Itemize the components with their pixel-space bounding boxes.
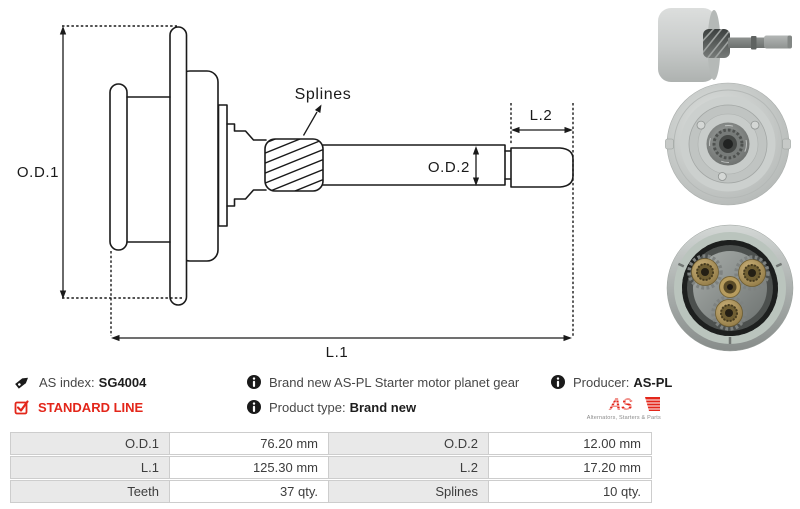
product-type-label: Product type:: [269, 399, 346, 415]
product-photos: [640, 0, 800, 365]
neck-top: [227, 124, 266, 140]
product-photo-planet-gears: [667, 225, 793, 351]
checked-checkbox-icon: [14, 399, 30, 415]
spec-value: 76.20 mm: [169, 432, 329, 455]
info-icon: [247, 375, 261, 389]
spec-value: 12.00 mm: [488, 432, 652, 455]
product-type-value: Brand new: [349, 399, 417, 415]
info-icon: [247, 400, 261, 414]
spec-value: 10 qty.: [488, 480, 652, 503]
brand-logo: [551, 395, 661, 421]
spec-label: O.D.2: [328, 432, 489, 455]
large-disc: [170, 27, 187, 305]
spec-label: O.D.1: [10, 432, 170, 455]
standard-line-label: STANDARD LINE: [38, 399, 144, 415]
producer-line: [551, 374, 673, 390]
spec-label: Teeth: [10, 480, 170, 503]
part-outline: [110, 27, 573, 305]
as-index-label: AS index:: [39, 374, 95, 390]
dimension-od2: [473, 146, 479, 186]
info-col-description: [247, 374, 547, 424]
description-line: [247, 374, 547, 390]
svg-text:AS: AS: [609, 395, 633, 414]
info-bar: [0, 374, 800, 430]
product-description: Brand new AS-PL Starter motor planet gear: [269, 374, 520, 390]
producer-value: AS-PL: [633, 374, 673, 390]
spline-hatching: [258, 116, 332, 226]
as-index-value: SG4004: [98, 374, 147, 390]
splines-label: Splines: [294, 86, 352, 103]
spec-value: 125.30 mm: [169, 456, 329, 479]
info-icon: [551, 375, 565, 389]
tag-icon: [14, 374, 31, 390]
spec-label: L.2: [328, 456, 489, 479]
spec-value: 17.20 mm: [488, 456, 652, 479]
product-photo-side-view: [658, 8, 792, 82]
housing-plate: [219, 105, 228, 226]
standard-line: [14, 399, 242, 415]
spec-value: 37 qty.: [169, 480, 329, 503]
info-col-producer: [551, 374, 673, 421]
left-ring: [110, 84, 127, 250]
producer-label: Producer:: [573, 374, 630, 390]
dimension-label-od2: O.D.2: [427, 159, 470, 176]
as-pl-logo-icon: [603, 395, 661, 414]
as-index-line: [14, 374, 242, 390]
spec-label: Splines: [328, 480, 489, 503]
spec-row: [10, 480, 654, 503]
spec-row: [10, 456, 654, 479]
splines-callout-arrow: [304, 105, 322, 136]
info-col-index: [14, 374, 242, 424]
dimension-l2: [511, 103, 573, 336]
spec-label: L.1: [10, 456, 170, 479]
spec-row: [10, 432, 654, 455]
product-photo-front-face: [666, 83, 791, 205]
pinion-shaft: [728, 38, 766, 49]
logo-tagline: Alternators, Starters & Parts: [586, 415, 661, 421]
neck-bottom: [227, 190, 266, 206]
shaft-end: [511, 148, 573, 187]
spec-table: [10, 432, 654, 505]
dimension-label-l2: L.2: [529, 107, 553, 124]
dimension-label-l1: L.1: [325, 344, 349, 361]
dimension-label-od1: O.D.1: [16, 164, 60, 181]
product-type-line: [247, 399, 547, 415]
